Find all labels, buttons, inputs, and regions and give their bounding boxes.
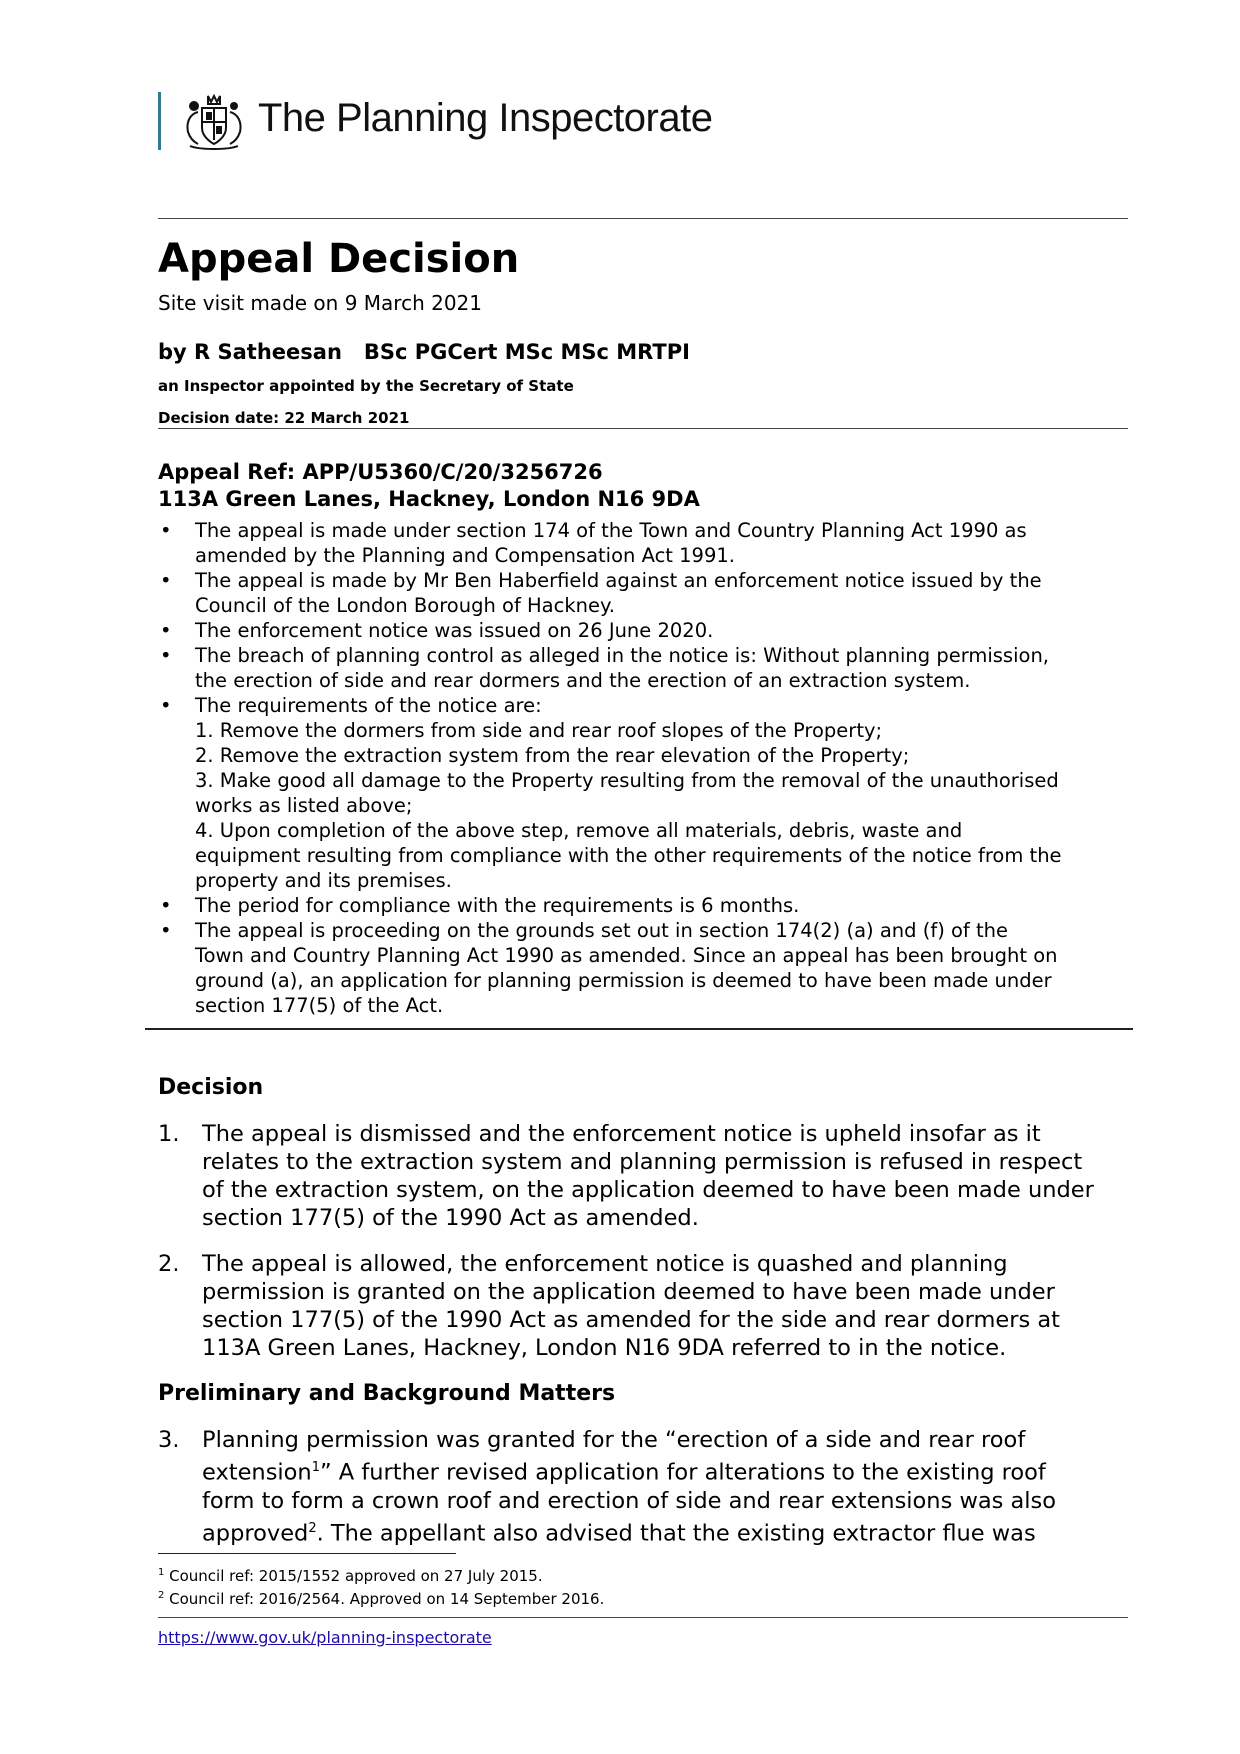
- appeal-details-list: [158, 518, 1128, 1018]
- header-divider: [158, 218, 1128, 219]
- site-visit-date: Site visit made on 9 March 2021: [158, 291, 482, 315]
- decision-paragraph-1: 1. The appeal is dismissed and the enforcement notice is upheld insofar as it relates to the extraction system and planning permission is refused in respect of the extraction system, on the application deemed to have been made under section 177(5) of the 1990 Act as amended.: [158, 1121, 1094, 1231]
- footnote-divider: [158, 1553, 456, 1554]
- footnote-ref-2[interactable]: 2: [308, 1520, 317, 1536]
- appeal-ref-number: Appeal Ref: APP/U5360/C/20/3256726: [158, 460, 603, 484]
- preliminary-paragraph-3: 3. Planning permission was granted for the “erection of a side and rear roof extension$^1$” A further revised application for alterations to the existing roof form to form a crown roof and erection of side and rear extensions was also approved$^2$. The appellant also advised that the existing extractor flue was: [158, 1427, 1057, 1546]
- logo-accent-bar: [158, 92, 161, 150]
- list-item: • The requirements of the notice are: 1. Remove the dormers from side and rear roof slopes of the Property; 2. Remove the extraction system from the rear elevation of the Property; 3. Make good all damage to the Property resulting from the removal of the unauthorised works as listed above; 4. Upon completion of the above step, remove all materials, debris, waste and equipment resulting from compliance with the other requirements of the notice from the property and its premises.: [160, 694, 1062, 892]
- footnote-2: $^2$ Council ref: 2016/2564. Approved on 14 September 2016.: [158, 1590, 605, 1608]
- paragraph-number: 1.: [158, 1121, 180, 1147]
- footnote-ref-1[interactable]: 1: [311, 1460, 320, 1475]
- decision-date: Decision date: 22 March 2021: [158, 409, 410, 427]
- appeal-details-divider: [145, 1028, 1133, 1030]
- decision-date-divider: [158, 428, 1128, 429]
- footnotes: [158, 1563, 604, 1609]
- appointment-note: an Inspector appointed by the Secretary of State: [158, 377, 574, 395]
- paragraph-number: 3.: [158, 1427, 180, 1453]
- list-item: • The appeal is made by Mr Ben Haberfield against an enforcement notice issued by the Council of the London Borough of Hackney.: [160, 569, 1042, 617]
- paragraph-number: 2.: [158, 1251, 180, 1277]
- appeal-site-address: 113A Green Lanes, Hackney, London N16 9DA: [158, 487, 700, 511]
- organisation-name: The Planning Inspectorate: [258, 96, 713, 140]
- list-item: • The appeal is proceeding on the grounds set out in section 174(2) (a) and (f) of the Town and Country Planning Act 1990 as amended. Since an appeal has been brought on ground (a), an application for planning permission is deemed to have been made under section 177(5) of the Act.: [160, 919, 1058, 1017]
- footnote-1: $^1$ Council ref: 2015/1552 approved on 27 July 2015.: [158, 1567, 543, 1585]
- footer-divider: [158, 1617, 1128, 1618]
- decision-heading: Decision: [158, 1075, 264, 1100]
- inspector-name: by R Satheesan BSc PGCert MSc MSc MRTPI: [158, 340, 690, 364]
- list-item: • The period for compliance with the requirements is 6 months.: [160, 894, 800, 917]
- royal-coat-of-arms-icon: [180, 88, 248, 154]
- list-item: • The breach of planning control as alleged in the notice is: Without planning permission, the erection of side and rear dormers and the erection of an extraction system.: [160, 644, 1050, 692]
- decision-paragraph-2: 2. The appeal is allowed, the enforcement notice is quashed and planning permission is granted on the application deemed to have been made under section 177(5) of the 1990 Act as amended for the side and rear dormers at 113A Green Lanes, Hackney, London N16 9DA referred to in the notice.: [158, 1251, 1060, 1361]
- preliminary-heading: Preliminary and Background Matters: [158, 1381, 616, 1406]
- footer-website-link[interactable]: https://www.gov.uk/planning-inspectorate: [158, 1628, 492, 1647]
- page-title: Appeal Decision: [158, 236, 520, 282]
- list-item: • The appeal is made under section 174 of the Town and Country Planning Act 1990 as amended by the Planning and Compensation Act 1991.: [160, 519, 1027, 567]
- list-item: • The enforcement notice was issued on 26 June 2020.: [160, 619, 714, 642]
- appeal-reference: [158, 459, 700, 513]
